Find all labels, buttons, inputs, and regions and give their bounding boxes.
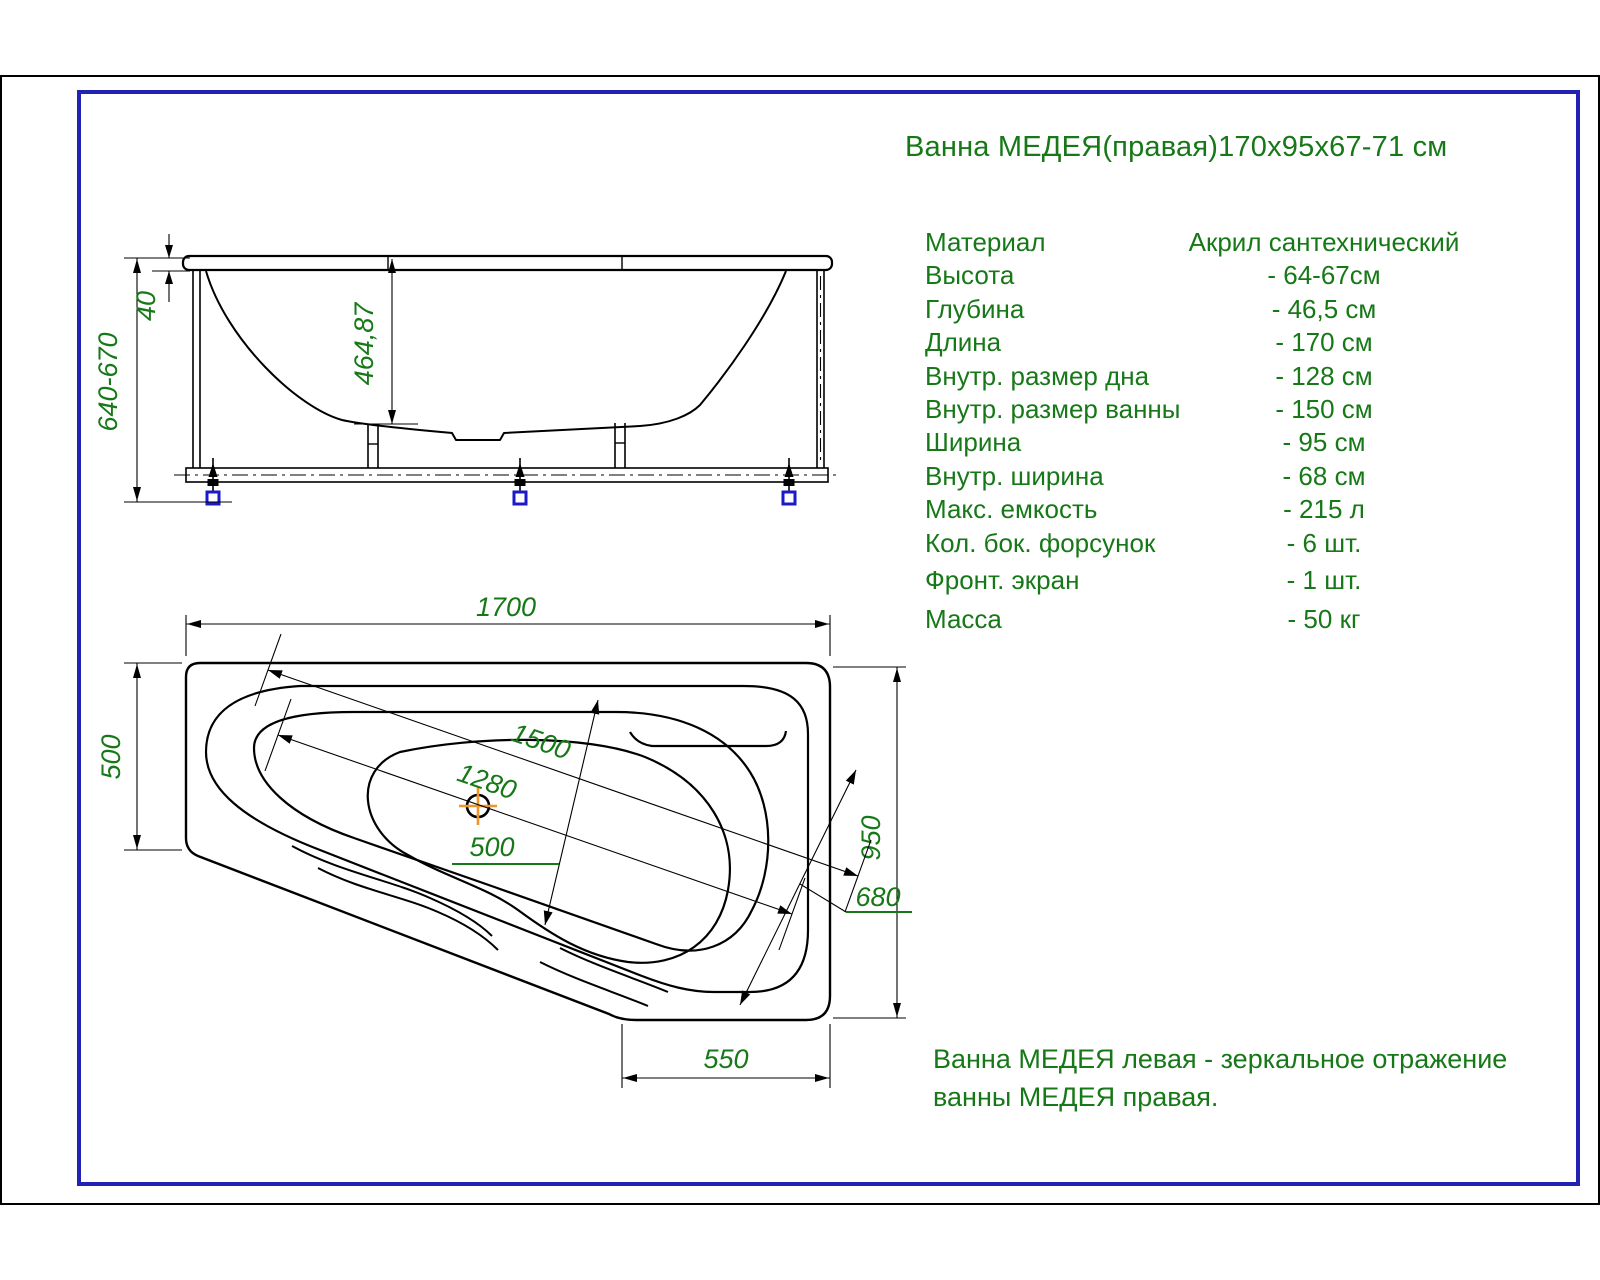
specs-table — [925, 226, 1465, 637]
spec-value: - 170 см — [1275, 327, 1373, 358]
spec-row — [925, 293, 1465, 326]
adjustable-feet — [207, 458, 795, 504]
spec-row — [925, 460, 1465, 493]
spec-value: - 1 шт. — [1286, 564, 1362, 595]
mirror-note — [933, 1040, 1507, 1116]
top-dim-narrow-label: 500 — [469, 832, 515, 862]
spec-label: Материал — [925, 227, 1046, 257]
spec-row — [925, 393, 1465, 426]
spec-row — [925, 426, 1465, 459]
top-dim-inner-width-label: 680 — [855, 882, 901, 912]
spec-row — [925, 259, 1465, 292]
spec-label: Внутр. ширина — [925, 460, 1104, 491]
spec-value: - 6 шт. — [1286, 527, 1362, 558]
spec-label: Макс. емкость — [925, 494, 1098, 525]
spec-row — [925, 226, 1465, 259]
top-dim-width-label: 950 — [856, 815, 886, 861]
spec-value: - 95 см — [1282, 427, 1366, 458]
spec-row — [925, 326, 1465, 359]
top-dim-length-label: 1700 — [475, 592, 537, 622]
top-dim-floor-length-label: 1280 — [453, 757, 521, 806]
side-view-drawing — [85, 215, 865, 525]
mirror-note-line2: ванны МЕДЕЯ правая. — [933, 1082, 1219, 1112]
spec-value: - 150 см — [1275, 393, 1373, 424]
jet-channel-waves — [292, 846, 668, 1006]
top-dim-left-label: 500 — [96, 734, 126, 780]
foot — [783, 458, 795, 504]
spec-row — [925, 603, 1465, 636]
spec-label: Длина — [925, 327, 1002, 358]
spec-value: - 215 л — [1283, 494, 1365, 525]
spec-label: Внутр. размер дна — [925, 360, 1150, 391]
top-dim-bottom-label: 550 — [703, 1044, 749, 1074]
side-dim-rim-label: 40 — [131, 290, 161, 322]
spec-row — [925, 527, 1465, 560]
bathtub-side-profile — [174, 256, 840, 504]
spec-label: Масса — [925, 604, 1002, 635]
spec-label: Глубина — [925, 293, 1025, 324]
top-view-drawing — [95, 575, 945, 1110]
spec-value: - 128 см — [1275, 360, 1373, 391]
spec-value: - 68 см — [1282, 460, 1366, 491]
page-title: Ванна МЕДЕЯ(правая)170х95х67-71 см — [905, 131, 1448, 163]
spec-label: Высота — [925, 260, 1015, 291]
side-dim-height-label: 640-670 — [93, 332, 123, 432]
mirror-note-line1: Ванна МЕДЕЯ левая - зеркальное отражение — [933, 1044, 1508, 1074]
spec-label: Ширина — [925, 427, 1022, 458]
spec-label: Кол. бок. форсунок — [925, 527, 1156, 558]
spec-row — [925, 360, 1465, 393]
spec-label: Внутр. размер ванны — [925, 393, 1181, 424]
spec-value: Акрил сантехнический — [1188, 227, 1460, 257]
top-view-dimensions — [96, 592, 912, 1088]
spec-row — [925, 564, 1465, 597]
top-dim-inner-length-label: 1500 — [507, 717, 575, 766]
spec-label: Фронт. экран — [925, 564, 1080, 595]
side-dim-depth-label: 464,87 — [349, 302, 379, 386]
spec-row — [925, 493, 1465, 526]
foot — [514, 458, 526, 504]
foot — [207, 458, 219, 504]
side-view-dimensions — [93, 234, 418, 502]
spec-value: - 50 кг — [1287, 604, 1361, 635]
spec-value: - 64-67см — [1267, 260, 1381, 291]
spec-value: - 46,5 см — [1271, 293, 1377, 324]
